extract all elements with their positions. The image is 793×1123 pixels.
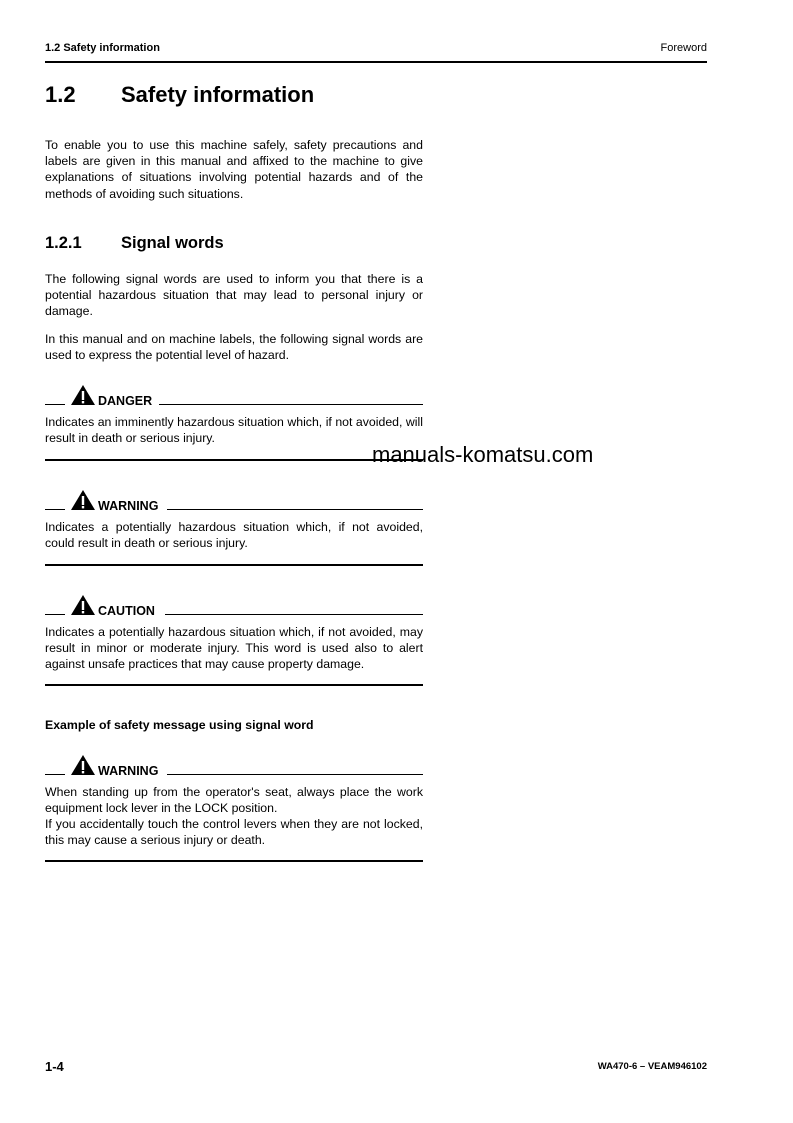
signal-label: DANGER <box>98 394 153 408</box>
danger-signal-header <box>45 384 423 408</box>
watermark: manuals-komatsu.com <box>372 442 594 467</box>
page-title <box>45 82 315 108</box>
title-number: 1.2 <box>45 82 76 107</box>
header-section: 1.2 Safety information <box>45 42 160 54</box>
warning-triangle-icon <box>70 489 96 511</box>
divider <box>45 459 423 461</box>
divider <box>45 684 423 686</box>
caution-description: Indicates a potentially hazardous situation which, if not avoided, may result in minor or moderate injury. This word is used also to alert against unsafe practices that may cause property damage. <box>45 625 423 672</box>
warning-triangle-icon <box>70 594 96 616</box>
divider <box>45 860 423 862</box>
signal-label: CAUTION <box>98 604 155 618</box>
title-text: Safety information <box>121 82 315 107</box>
subsection-title <box>45 234 224 253</box>
example-line-2: If you accidentally touch the control levers when they are not locked, this may cause a serious injury or death. <box>45 817 423 848</box>
divider <box>45 564 423 566</box>
subsection-number: 1.2.1 <box>45 234 82 252</box>
paragraph-1: The following signal words are used to inform you that there is a potential hazardous situation that may lead to personal injury or damage. <box>45 272 423 319</box>
danger-description: Indicates an imminently hazardous situation which, if not avoided, will result in death or serious injury. <box>45 415 423 446</box>
header-chapter: Foreword <box>660 42 707 54</box>
example-heading: Example of safety message using signal word <box>45 718 314 732</box>
page-number: 1-4 <box>45 1059 64 1074</box>
subsection-text: Signal words <box>121 234 224 252</box>
warning-triangle-icon <box>70 754 96 776</box>
paragraph-2: In this manual and on machine labels, the following signal words are used to express the potential level of hazard. <box>45 332 423 363</box>
caution-signal-header <box>45 594 423 618</box>
document-code: WA470-6 – VEAM946102 <box>597 1061 707 1072</box>
warning-triangle-icon <box>70 384 96 406</box>
warning-signal-header <box>45 489 423 513</box>
example-warning-header <box>45 754 423 778</box>
warning-description: Indicates a potentially hazardous situation which, if not avoided, could result in death or serious injury. <box>45 520 423 551</box>
example-line-1: When standing up from the operator's seat, always place the work equipment lock lever in the LOCK position. <box>45 785 423 816</box>
signal-label: WARNING <box>98 499 159 513</box>
header-rule <box>45 61 707 63</box>
intro-paragraph: To enable you to use this machine safely, safety precautions and labels are given in this manual and affixed to the machine to give explanations of situations involving potential hazards and of the methods of avoiding such situations. <box>45 138 423 201</box>
signal-label: WARNING <box>98 764 159 778</box>
